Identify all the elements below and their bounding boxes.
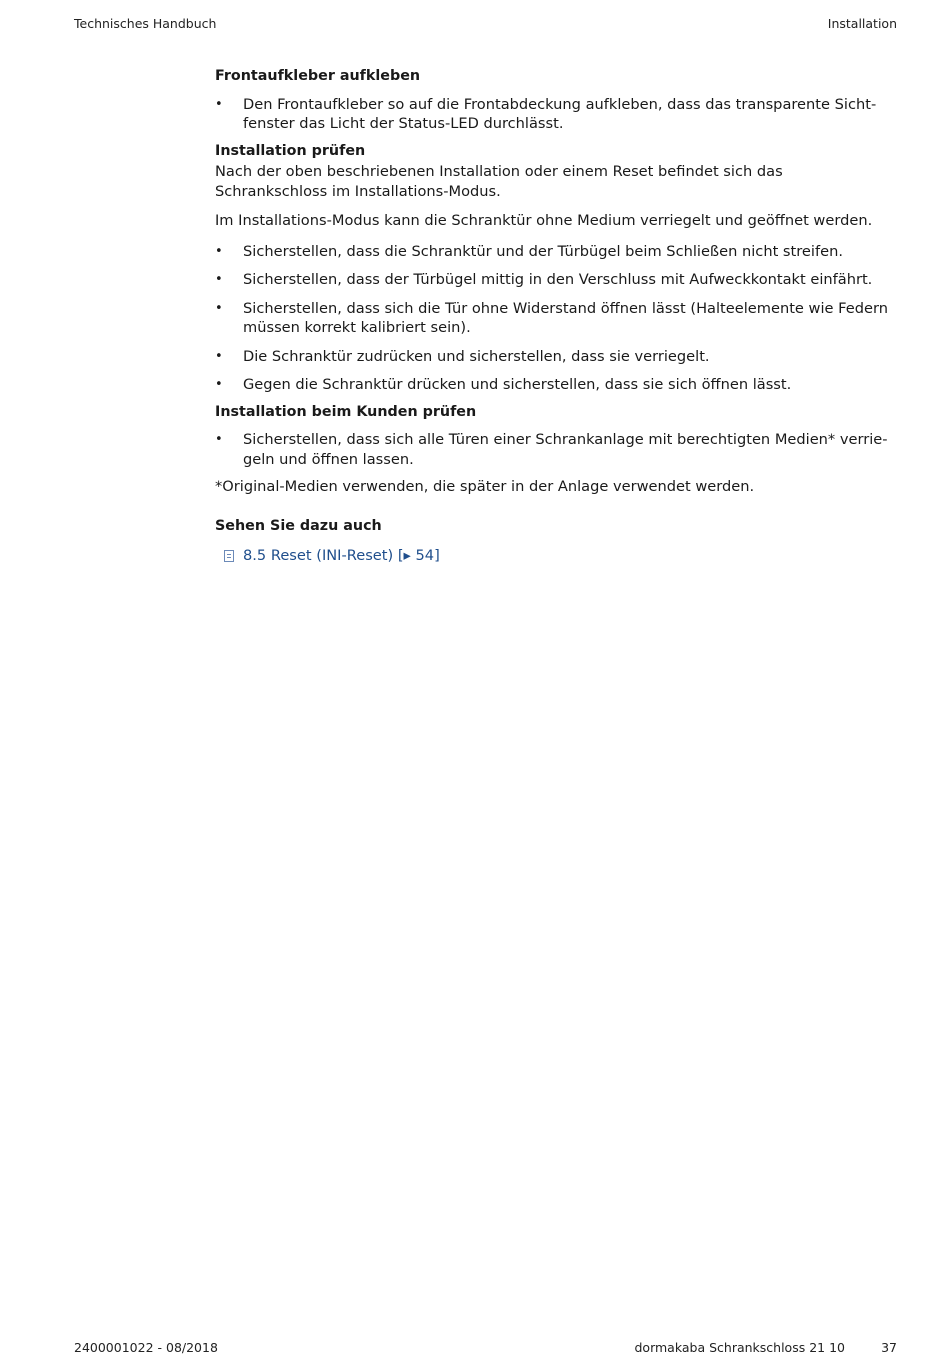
list-item-text: Die Schranktür zudrücken und sicherstellen, dass sie verriegelt. [243, 347, 710, 365]
bullet-list-installation-pruefen [215, 242, 895, 395]
reset-section-link[interactable]: 8.5 Reset (INI-Reset) [▸ 54] [243, 547, 440, 564]
list-item-text: Gegen die Schranktür drücken und sicherstellen, dass sie sich öffnen lässt. [243, 376, 792, 393]
section-heading-kunden-pruefen: Installation beim Kunden prüfen [215, 403, 477, 420]
paragraph: Im Installations-Modus kann die Schranktür ohne Medium verriegelt und geöffnet werden. [215, 212, 873, 229]
list-item [215, 299, 895, 338]
see-also-heading: Sehen Sie dazu auch [215, 517, 382, 534]
bullet-list-kunden-pruefen [215, 430, 895, 469]
list-item-text: Sicherstellen, dass die Schranktür und der Türbügel beim Schließen nicht streifen. [243, 242, 843, 260]
list-item [215, 242, 895, 262]
footer-page-number: 37 [881, 1340, 897, 1355]
see-also-link-row[interactable] [215, 546, 895, 566]
list-item [215, 95, 895, 134]
paragraph: Nach der oben beschriebenen Installation oder einem Reset befindet sich das Schrankschloss im Installations-Modus. [215, 163, 783, 200]
section-heading-frontaufkleber: Frontaufkleber aufkleben [215, 68, 421, 84]
bullet-icon: • [215, 243, 223, 259]
footer-product-name: dormakaba Schrankschloss 21 10 [634, 1340, 845, 1355]
bullet-icon: • [215, 432, 223, 447]
list-item [215, 270, 895, 290]
running-header-left: Technisches Handbuch [74, 16, 217, 31]
running-header-right: Installation [827, 16, 897, 31]
bullet-icon: • [215, 272, 223, 287]
list-item [215, 430, 895, 469]
list-item-text: Den Frontaufkleber so auf die Frontabdeckung aufkleben, dass das transparente Sicht-fenster das Licht der Status-LED durchlässt. [243, 95, 877, 132]
bullet-icon: • [215, 348, 223, 364]
document-icon [224, 550, 234, 562]
footer-doc-number: 2400001022 - 08/2018 [74, 1340, 218, 1355]
bullet-icon: • [215, 300, 223, 316]
main-content [215, 67, 895, 566]
section-heading-installation-pruefen: Installation prüfen [215, 142, 366, 159]
list-item-text: Sicherstellen, dass sich alle Türen einer Schrankanlage mit berechtigten Medien* verrie-geln und öffnen lassen. [243, 431, 888, 468]
list-item-text: Sicherstellen, dass sich die Tür ohne Widerstand öffnen lässt (Halteelemente wie Federn müssen korrekt kalibriert sein). [243, 299, 888, 336]
bullet-list-frontaufkleber [215, 95, 895, 134]
bullet-icon: • [215, 96, 223, 112]
list-item [215, 375, 895, 395]
footnote-text: *Original-Medien verwenden, die später in der Anlage verwendet werden. [215, 478, 755, 495]
list-item-text: Sicherstellen, dass der Türbügel mittig in den Verschluss mit Aufweckkontakt einfährt. [243, 271, 873, 288]
bullet-icon: • [215, 377, 223, 392]
list-item [215, 347, 895, 367]
